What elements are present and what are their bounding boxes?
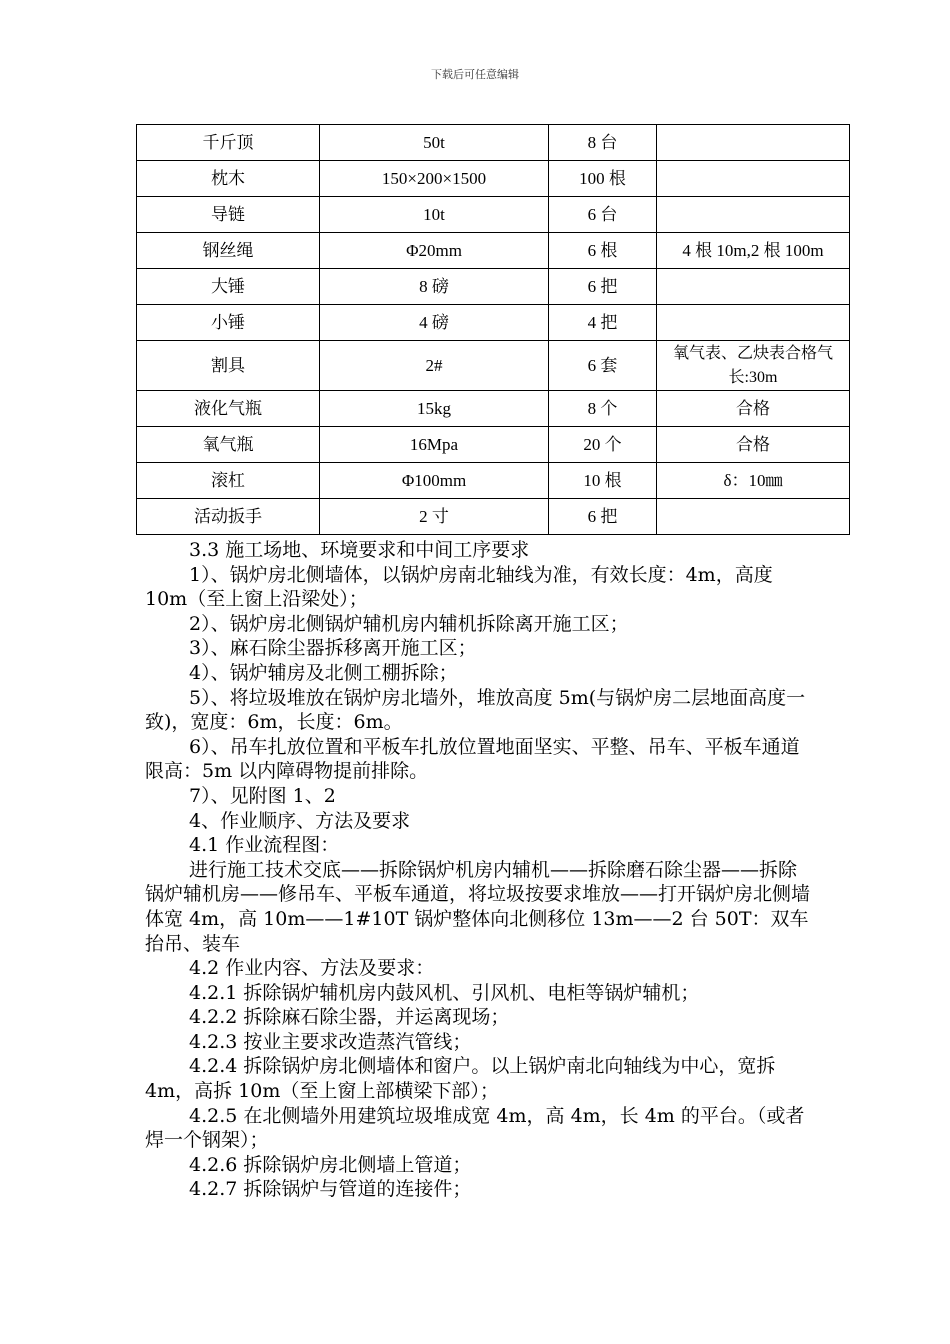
- section-heading: 3.3 施工场地、环境要求和中间工序要求: [189, 539, 530, 561]
- table-row: [137, 161, 850, 197]
- table-cell-qty: 4 把: [549, 305, 657, 341]
- table-cell-note: [657, 499, 850, 535]
- table-cell-note: δ：10㎜: [657, 463, 850, 499]
- table-row: [137, 233, 850, 269]
- equipment-table: [136, 124, 850, 535]
- table-cell-qty: 20 个: [549, 427, 657, 463]
- table-cell-name: 枕木: [137, 161, 320, 197]
- table-cell-name: 液化气瓶: [137, 391, 320, 427]
- table-cell-spec: 15kg: [320, 391, 549, 427]
- document-body: [145, 538, 815, 1202]
- table-row: [137, 197, 850, 233]
- table-row: [137, 125, 850, 161]
- table-cell-note: 合格: [657, 427, 850, 463]
- section-heading: 4、作业顺序、方法及要求: [189, 809, 411, 832]
- table-cell-spec: 2#: [320, 341, 549, 391]
- paragraph: 4.2.1 拆除锅炉辅机房内鼓风机、引风机、电柜等锅炉辅机；: [189, 981, 700, 1004]
- paragraph: 7）、见附图 1、2: [189, 784, 336, 807]
- table-row: [137, 341, 850, 391]
- paragraph: 4.2.6 拆除锅炉房北侧墙上管道；: [189, 1153, 472, 1176]
- table-row: [137, 305, 850, 341]
- paragraph: 4.2.2 拆除麻石除尘器，并运离现场；: [189, 1006, 510, 1029]
- table-cell-name: 大锤: [137, 269, 320, 305]
- table-cell-qty: 6 把: [549, 499, 657, 535]
- table-row: [137, 499, 850, 535]
- paragraph: 4.2.4 拆除锅炉房北侧墙体和窗户。以上锅炉南北向轴线为中心，宽拆 4m，高拆 10m（至上窗上部横梁下部）；: [145, 1055, 776, 1103]
- table-cell-note: [657, 161, 850, 197]
- table-cell-qty: 6 根: [549, 233, 657, 269]
- table-cell-note: [657, 197, 850, 233]
- table-cell-name: 滚杠: [137, 463, 320, 499]
- table-cell-name: 导链: [137, 197, 320, 233]
- table-row: [137, 463, 850, 499]
- section-heading: 4.1 作业流程图：: [189, 834, 340, 857]
- table-cell-qty: 8 个: [549, 391, 657, 427]
- table-cell-qty: 6 套: [549, 341, 657, 391]
- paragraph: 4.2.3 按业主要求改造蒸汽管线；: [189, 1030, 472, 1053]
- table-cell-spec: 50t: [320, 125, 549, 161]
- table-cell-note: 氧气表、乙炔表合格气长:30m: [657, 341, 850, 391]
- table-cell-name: 活动扳手: [137, 499, 320, 535]
- paragraph: 1）、锅炉房北侧墙体，以锅炉房南北轴线为准，有效长度：4m，高度 10m（至上窗上沿梁处）；: [145, 563, 773, 611]
- paragraph: 4.2.7 拆除锅炉与管道的连接件；: [189, 1178, 472, 1201]
- table-cell-name: 氧气瓶: [137, 427, 320, 463]
- paragraph: 3）、麻石除尘器拆移离开施工区；: [189, 637, 477, 660]
- table-cell-note: [657, 125, 850, 161]
- table-cell-spec: 4 磅: [320, 305, 549, 341]
- table-cell-spec: 150×200×1500: [320, 161, 549, 197]
- table-cell-qty: 6 台: [549, 197, 657, 233]
- table-cell-note: [657, 305, 850, 341]
- paragraph: 6）、吊车扎放位置和平板车扎放位置地面坚实、平整、吊车、平板车通道限高：5m 以内障碍物提前排除。: [145, 735, 800, 783]
- paragraph: 4）、锅炉辅房及北侧工棚拆除；: [189, 661, 458, 684]
- table-cell-name: 割具: [137, 341, 320, 391]
- table-cell-name: 钢丝绳: [137, 233, 320, 269]
- table-cell-spec: 10t: [320, 197, 549, 233]
- table-cell-note: 合格: [657, 391, 850, 427]
- table-cell-qty: 100 根: [549, 161, 657, 197]
- section-heading: 4.2 作业内容、方法及要求：: [189, 957, 435, 980]
- table-cell-note: 4 根 10m,2 根 100m: [657, 233, 850, 269]
- table-cell-qty: 8 台: [549, 125, 657, 161]
- table-cell-spec: 2 寸: [320, 499, 549, 535]
- paragraph: 进行施工技术交底——拆除锅炉机房内辅机——拆除磨石除尘器——拆除锅炉辅机房——修吊车、平板车通道，将垃圾按要求堆放——打开锅炉房北侧墙体宽 4m，高 10m——1#10T 锅炉整体向北侧移位 13m——2 台 50T：双车抬吊、装车: [145, 858, 811, 955]
- table-cell-qty: 6 把: [549, 269, 657, 305]
- table-cell-spec: 8 磅: [320, 269, 549, 305]
- page-header: 下载后可任意编辑: [431, 68, 519, 81]
- table-row: [137, 269, 850, 305]
- paragraph: 4.2.5 在北侧墙外用建筑垃圾堆成宽 4m，高 4m，长 4m 的平台。（或者焊一个钢架）；: [145, 1104, 805, 1152]
- paragraph: 2）、锅炉房北侧锅炉辅机房内辅机拆除离开施工区；: [189, 612, 629, 635]
- table-row: [137, 427, 850, 463]
- paragraph: 5）、将垃圾堆放在锅炉房北墙外，堆放高度 5m(与锅炉房二层地面高度一致)，宽度：6m，长度：6m。: [145, 686, 806, 734]
- table-row: [137, 391, 850, 427]
- table-cell-spec: Φ100mm: [320, 463, 549, 499]
- table-cell-qty: 10 根: [549, 463, 657, 499]
- table-cell-note: [657, 269, 850, 305]
- table-cell-spec: Φ20mm: [320, 233, 549, 269]
- table-cell-spec: 16Mpa: [320, 427, 549, 463]
- table-cell-name: 小锤: [137, 305, 320, 341]
- table-cell-name: 千斤顶: [137, 125, 320, 161]
